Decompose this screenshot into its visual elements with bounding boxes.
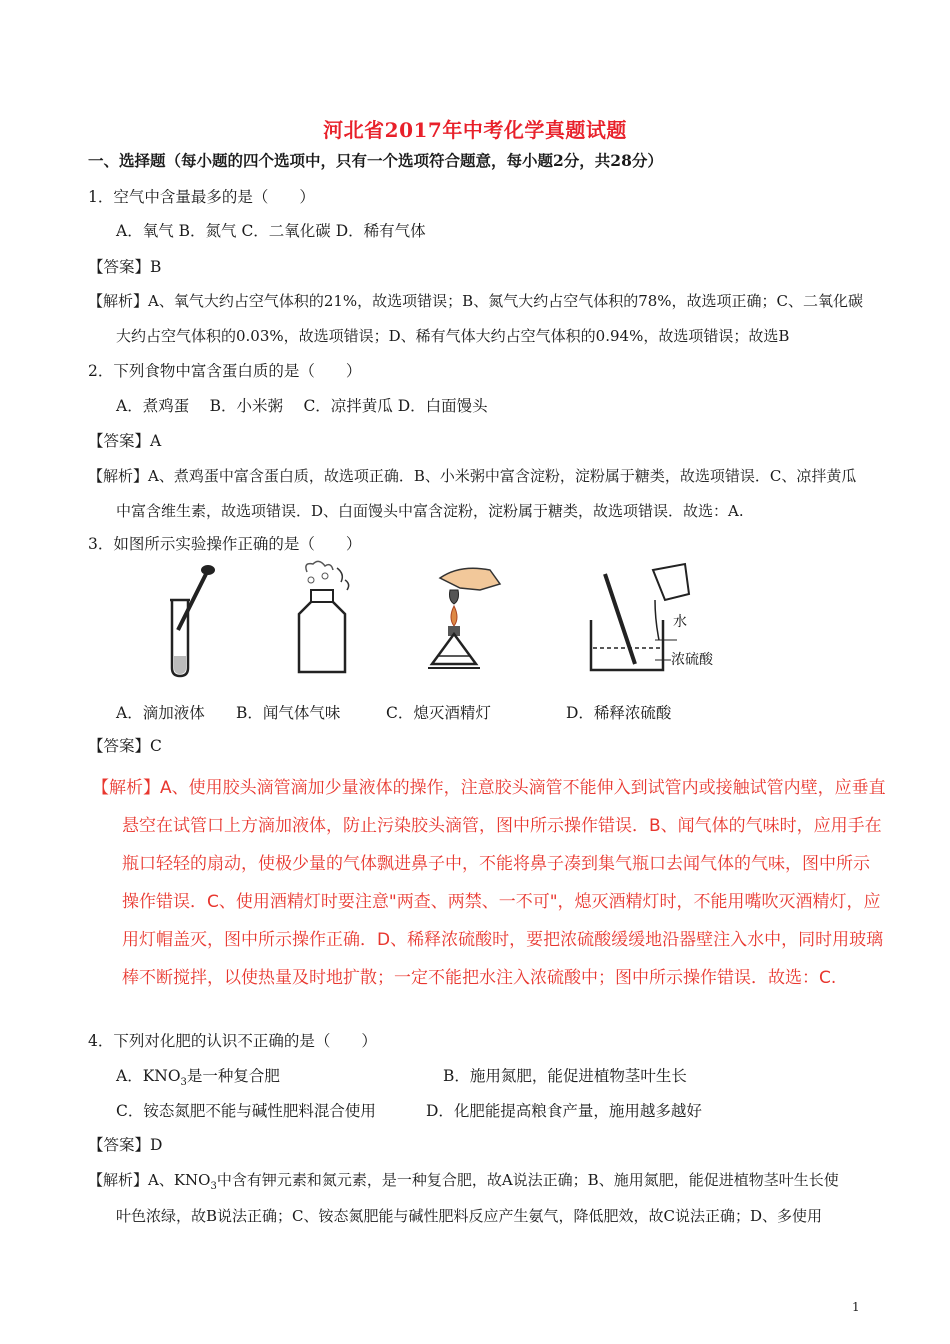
page-number: 1: [852, 1300, 860, 1314]
q3-analysis-line5: 用灯帽盖灭，图中所示操作正确．D、稀释浓硫酸时，要把浓硫酸缓缓地沿器壁注入水中，同时用玻璃: [122, 930, 884, 950]
q3-stem: 3．如图所示实验操作正确的是（ ）: [88, 535, 362, 553]
figure-alcohol-lamp: [420, 560, 520, 680]
q4-option-c: C．铵态氮肥不能与碱性肥料混合使用: [116, 1102, 376, 1120]
q4-option-b: B．施用氮肥，能促进植物茎叶生长: [443, 1067, 687, 1085]
q4-answer: 【答案】D: [88, 1136, 163, 1154]
q4-analysis-line1: 【解析】A、$KNO_3$中含有钾元素和氮元素，是一种复合肥，故A说法正确；B、施用氮肥，能促进植物茎叶生长使: [88, 1171, 839, 1192]
figure-dropper-test-tube: [150, 560, 220, 680]
q1-stem: 1．空气中含量最多的是（ ）: [88, 188, 315, 206]
figure-dilution-beaker: [585, 560, 725, 680]
section-heading: 一、选择题（每小题的四个选项中，只有一个选项符合题意，每小题2分，共28分）: [88, 151, 663, 170]
q3-analysis-line3: 瓶口轻轻的扇动，使极少量的气体飘进鼻子中，不能将鼻子凑到集气瓶口去闻气体的气味，图中所示: [122, 854, 870, 874]
q2-options: A．煮鸡蛋 B．小米粥 C．凉拌黄瓜 D．白面馒头: [116, 397, 488, 415]
q3-analysis-line6: 棒不断搅拌，以使热量及时地扩散；一定不能把水注入浓硫酸中；图中所示操作错误．故选：C.: [122, 968, 837, 988]
figure-gas-jar: [285, 560, 365, 680]
q4-option-d: D．化肥能提高粮食产量，施用越多越好: [426, 1102, 702, 1120]
q2-answer: 【答案】A: [88, 432, 162, 450]
q1-options: A．氧气 B．氮气 C．二氧化碳 D．稀有气体: [116, 222, 426, 240]
q1-analysis-line1: 【解析】A、氧气大约占空气体积的21%，故选项错误；B、氮气大约占空气体积的78%，故选项正确；C、二氧化碳: [88, 292, 864, 310]
q3-label-b: B．闻气体气味: [236, 704, 341, 722]
label-water: 水: [673, 614, 687, 630]
q3-analysis-line2: 悬空在试管口上方滴加液体，防止污染胶头滴管，图中所示操作错误．B、闻气体的气味时，应用手在: [122, 816, 882, 836]
q4-analysis-line2: 叶色浓绿，故B说法正确；C、铵态氮肥能与碱性肥料反应产生氨气，降低肥效，故C说法正确；D、多使用: [116, 1207, 823, 1225]
q3-label-c: C．熄灭酒精灯: [386, 704, 491, 722]
q3-answer: 【答案】C: [88, 737, 162, 755]
label-concentrated-acid: 浓硫酸: [671, 652, 713, 668]
q1-answer: 【答案】B: [88, 258, 162, 276]
q4-option-a: A．$KNO_3$是一种复合肥: [116, 1067, 280, 1089]
page-title: 河北省2017年中考化学真题试题: [323, 118, 627, 142]
q4-stem: 4．下列对化肥的认识不正确的是（ ）: [88, 1032, 377, 1050]
q3-label-d: D．稀释浓硫酸: [566, 704, 672, 722]
q3-analysis-line1: 【解析】A、使用胶头滴管滴加少量液体的操作，注意胶头滴管不能伸入到试管内或接触试管内壁，应垂直: [92, 778, 886, 798]
q1-analysis-line2: 大约占空气体积的0.03%，故选项错误；D、稀有气体大约占空气体积的0.94%，故选项错误；故选B: [116, 327, 790, 345]
q2-analysis-line2: 中富含维生素，故选项错误．D、白面馒头中富含淀粉，淀粉属于糖类，故选项错误．故选：A.: [116, 502, 744, 520]
q2-stem: 2．下列食物中富含蛋白质的是（ ）: [88, 362, 362, 380]
q2-analysis-line1: 【解析】A、煮鸡蛋中富含蛋白质，故选项正确．B、小米粥中富含淀粉，淀粉属于糖类，故选项错误．C、凉拌黄瓜: [88, 467, 857, 485]
q3-analysis-line4: 操作错误．C、使用酒精灯时要注意"两查、两禁、一不可"，熄灭酒精灯时，不能用嘴吹灭酒精灯，应: [122, 892, 881, 912]
q3-label-a: A．滴加液体: [116, 704, 205, 722]
